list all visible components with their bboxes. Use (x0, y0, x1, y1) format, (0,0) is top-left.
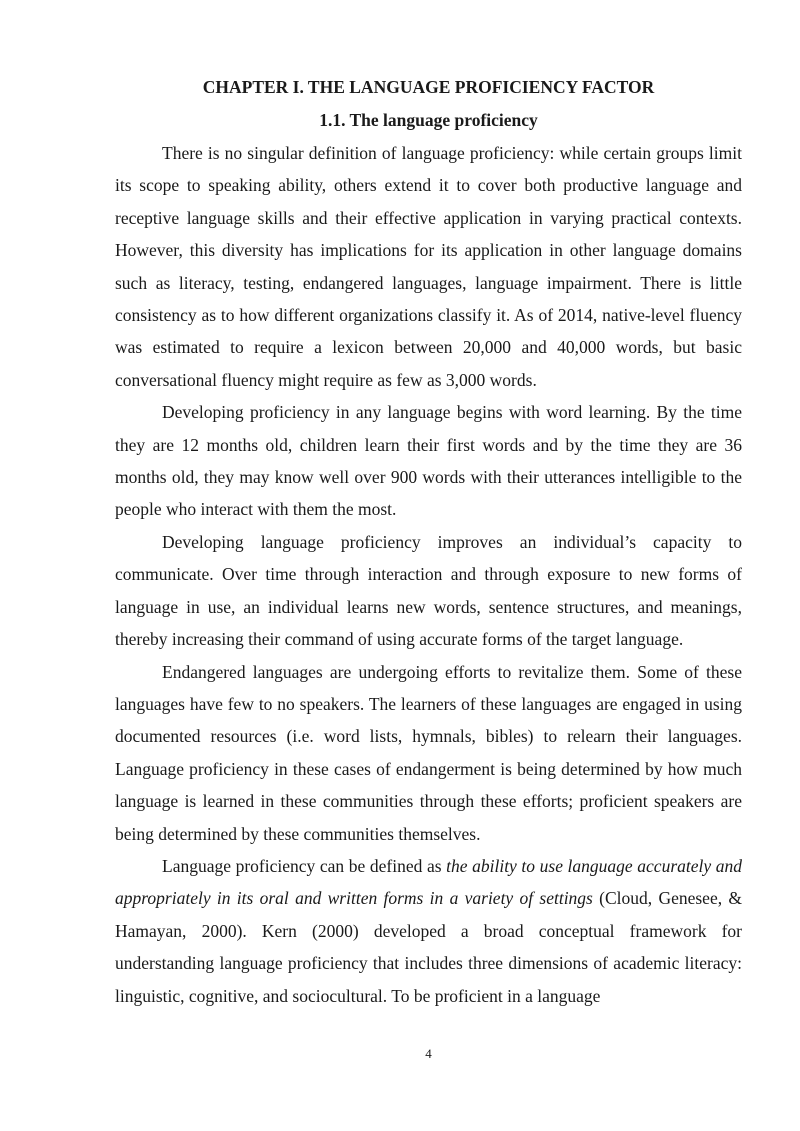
body-text (115, 137, 742, 1012)
paragraph-endangered-languages: Endangered languages are undergoing efforts to revitalize them. Some of these languages have few to no speakers. The learners of these languages are engaged in using documented resources (i.e. word lists, hymnals, bibles) to relearn their languages. Language proficiency in these cases of endangerment is being determined by how much language is learned in these communities through these efforts; proficient speakers are being determined by these communities themselves. (115, 661, 742, 844)
paragraph-proficiency-definition (115, 850, 742, 1012)
paragraph-definition: There is no singular definition of language proficiency: while certain groups limit its scope to speaking ability, others extend it to cover both productive language and receptive language skills and their effective application in varying practical contexts. However, this diversity has implications for its application in other language domains such as literacy, testing, endangered languages, language impairment. There is little consistency as to how different organizations classify it. As of 2014, native-level fluency was estimated to require a lexicon between 20,000 and 40,000 words, but basic conversational fluency might require as few as 3,000 words. (115, 143, 742, 390)
document-page (115, 0, 742, 1131)
chapter-title: CHAPTER I. THE LANGUAGE PROFICIENCY FACTOR (202, 77, 655, 97)
italic-definition: the ability to use language accurately and appropriately in its oral and written forms in a variety of settings (115, 855, 742, 909)
page-number: 4 (425, 1046, 432, 1061)
section-title: 1.1. The language proficiency (319, 110, 538, 130)
paragraph-word-learning: Developing proficiency in any language begins with word learning. By the time they are 12 months old, children learn their first words and by the time they are 36 months old, they may know well over 900 words with their utterances intelligible to the people who interact with them the most. (115, 402, 742, 520)
paragraph-text-after: (Cloud, Genesee, & Hamayan, 2000). Kern (2000) developed a broad conceptual framework for understanding language proficiency that includes three dimensions of academic literacy: linguistic, cognitive, and sociocultural. To be proficient in a language (115, 888, 742, 1006)
paragraph-communication: Developing language proficiency improves an individual’s capacity to communicate. Over time through interaction and through exposure to new forms of language in use, an individual learns new words, sentence structures, and meanings, thereby increasing their command of using accurate forms of the target language. (115, 531, 742, 650)
paragraph-text-before: Language proficiency can be defined as (162, 855, 447, 876)
